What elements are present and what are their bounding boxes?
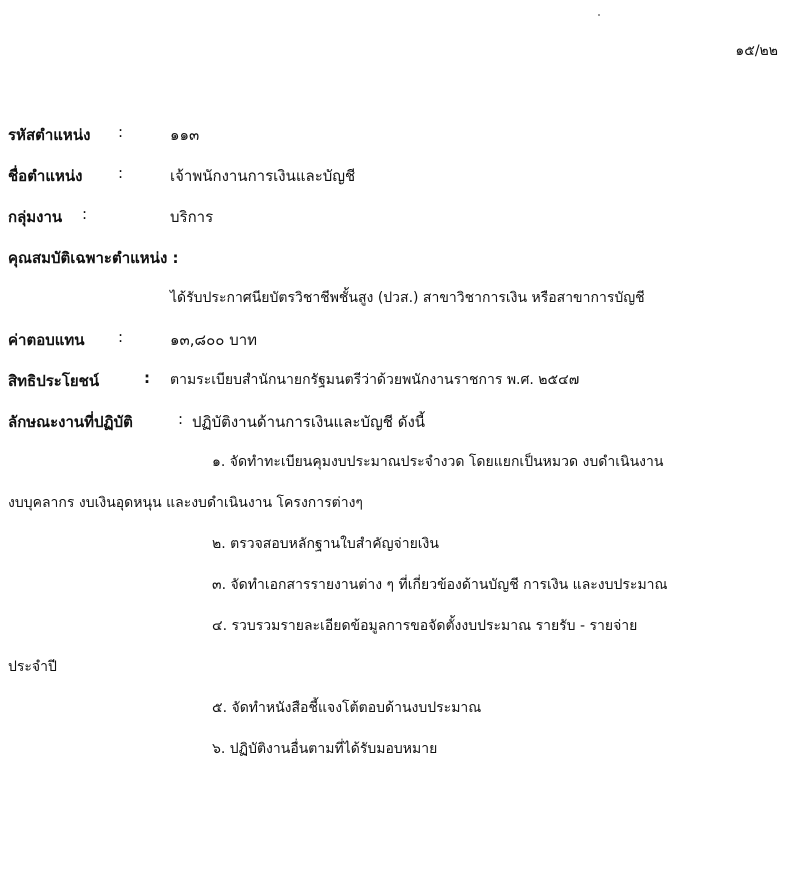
position-code-value: ๑๑๓: [170, 126, 200, 144]
position-name-value: เจ้าพนักงานการเงินและบัญชี: [170, 167, 356, 185]
position-code-colon: :: [118, 123, 124, 141]
qualification-value: ได้รับประกาศนียบัตรวิชาชีพชั้นสูง (ปวส.) สาขาวิชาการเงิน หรือสาขาการบัญชี: [170, 290, 645, 306]
duties-colon: :: [178, 410, 184, 428]
work-group-value: บริการ: [170, 208, 214, 226]
position-name-colon: :: [118, 164, 124, 182]
duties-label: ลักษณะงานที่ปฏิบัติ: [8, 413, 133, 431]
work-group-colon: :: [82, 205, 88, 223]
scan-speck: [598, 14, 600, 16]
duty-item-4-line-1: ๔. รวบรวมรายละเอียดข้อมูลการขอจัดตั้งงบประมาณ รายรับ - รายจ่าย: [212, 618, 638, 634]
benefits-label: สิทธิประโยชน์: [8, 372, 100, 390]
duty-item-2: ๒. ตรวจสอบหลักฐานใบสำคัญจ่ายเงิน: [212, 536, 439, 552]
duty-item-6: ๖. ปฏิบัติงานอื่นตามที่ได้รับมอบหมาย: [212, 741, 438, 757]
qualification-label: คุณสมบัติเฉพาะตำแหน่ง :: [8, 249, 179, 267]
compensation-colon: :: [118, 328, 124, 346]
benefits-colon: :: [144, 369, 150, 387]
duty-item-4-line-2: ประจำปี: [8, 659, 57, 675]
duty-item-1-line-2: งบบุคลากร งบเงินอุดหนุน และงบดำเนินงาน โครงการต่างๆ: [8, 495, 363, 511]
compensation-value: ๑๓,๘๐๐ บาท: [170, 331, 258, 349]
duty-item-1-line-1: ๑. จัดทำทะเบียนคุมงบประมาณประจำงวด โดยแยกเป็นหมวด งบดำเนินงาน: [212, 454, 664, 470]
position-name-label: ชื่อตำแหน่ง: [8, 167, 83, 185]
duties-intro: ปฏิบัติงานด้านการเงินและบัญชี ดังนี้: [192, 413, 426, 431]
duty-item-3: ๓. จัดทำเอกสารรายงานต่าง ๆ ที่เกี่ยวข้องด้านบัญชี การเงิน และงบประมาณ: [212, 577, 668, 593]
page-number: ๑๕/๒๒: [735, 43, 778, 59]
compensation-label: ค่าตอบแทน: [8, 331, 85, 349]
position-code-label: รหัสตำแหน่ง: [8, 126, 91, 144]
work-group-label: กลุ่มงาน: [8, 208, 63, 226]
benefits-value: ตามระเบียบสำนักนายกรัฐมนตรีว่าด้วยพนักงานราชการ พ.ศ. ๒๕๔๗: [170, 372, 580, 388]
duty-item-5: ๕. จัดทำหนังสือชี้แจงโต้ตอบด้านงบประมาณ: [212, 700, 482, 716]
